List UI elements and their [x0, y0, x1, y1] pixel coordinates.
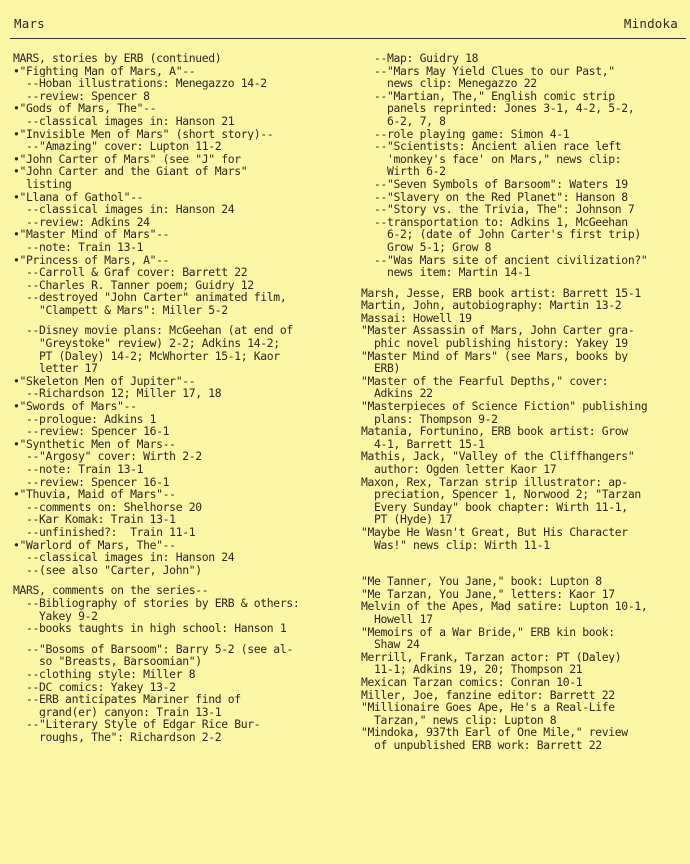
index-line: --"Scientists: Ancient alien race left — [361, 140, 622, 153]
index-line: news item: Martin 14-1 — [361, 266, 531, 279]
index-line: preciation, Spencer 1, Norwood 2; "Tarzan — [361, 488, 641, 501]
blank-line — [13, 635, 343, 643]
index-line: "Millionaire Goes Ape, He's a Real-Life — [361, 701, 615, 714]
index-line: --transportation to: Adkins 1, McGeehan — [361, 215, 628, 229]
index-line: Howell 17 — [361, 612, 433, 626]
index-line: --(see also "Carter, John") — [13, 563, 202, 577]
index-line: •"John Carter of Mars" (see "J" for — [13, 152, 241, 166]
index-line: PT (Hyde) 17 — [361, 513, 453, 526]
index-line: so "Breasts, Barsoomian") — [13, 655, 202, 668]
index-line: Shaw 24 — [361, 638, 420, 651]
index-line: --note: Train 13-1 — [13, 463, 144, 476]
index-line: 'monkey's face' on Mars," news clip: — [361, 152, 622, 166]
index-line: --"Argosy" cover: Wirth 2-2 — [13, 450, 202, 463]
index-line: --Richardson 12; Miller 17, 18 — [13, 387, 222, 401]
index-line: 6-2, 7, 8 — [361, 114, 446, 128]
index-line: --books taughts in high school: Hanson 1 — [13, 622, 287, 635]
index-line: --review: Spencer 16-1 — [13, 475, 170, 489]
index-line: Yakey 9-2 — [13, 609, 98, 623]
index-line: --Bibliography of stories by ERB & others: — [13, 596, 300, 610]
index-line: --comments on: Shelhorse 20 — [13, 500, 202, 514]
index-line: --DC comics: Yakey 13-2 — [13, 680, 176, 694]
blank-line — [361, 567, 686, 575]
page-header-guide-word: Mindoka — [623, 16, 678, 31]
index-line: Massai: Howell 19 — [361, 311, 472, 325]
index-line: "Greystoke" review) 2-2; Adkins 14-2; — [13, 337, 280, 350]
index-line: •"Invisible Men of Mars" (short story)-- — [13, 127, 274, 141]
index-line: 4-1, Barrett 15-1 — [361, 437, 485, 451]
index-line: "Me Tarzan, You Jane," letters: Kaor 17 — [361, 587, 615, 601]
index-line: panels reprinted: Jones 3-1, 4-2, 5-2, — [361, 102, 635, 115]
blank-line — [361, 559, 686, 567]
index-line: --note: Train 13-1 — [13, 240, 144, 254]
index-line: of unpublished ERB work: Barrett 22 — [361, 738, 602, 752]
index-line: --classical images in: Hanson 21 — [13, 114, 235, 128]
index-line: --"Literary Style of Edgar Rice Bur- — [13, 718, 261, 731]
index-line: "Clampett & Mars": Miller 5-2 — [13, 303, 228, 317]
index-line: •"Thuvia, Maid of Mars"-- — [13, 488, 176, 501]
index-line: --prologue: Adkins 1 — [13, 412, 157, 426]
index-line: letter 17 — [13, 362, 98, 375]
index-line: listing — [13, 177, 72, 191]
blank-line — [361, 551, 686, 559]
index-line: "Memoirs of a War Bride," ERB kin book: — [361, 625, 615, 639]
index-line: •"Synthetic Men of Mars-- — [13, 437, 176, 451]
index-line: --Kar Komak: Train 13-1 — [13, 513, 176, 526]
index-line: --"Slavery on the Red Planet": Hanson 8 — [361, 190, 628, 204]
index-line: --ERB anticipates Mariner find of — [13, 693, 241, 706]
index-line: •"Master Mind of Mars"-- — [13, 228, 170, 241]
index-line: roughs, The": Richardson 2-2 — [13, 730, 222, 744]
index-line: --Carroll & Graf cover: Barrett 22 — [13, 266, 248, 279]
index-line: •"Skeleton Men of Jupiter"-- — [13, 374, 196, 388]
index-line: --Charles R. Tanner poem; Guidry 12 — [13, 278, 254, 292]
index-line: --role playing game: Simon 4-1 — [361, 127, 570, 141]
index-line: Every Sunday" book chapter: Wirth 11-1, — [361, 500, 628, 514]
index-line: --"Seven Symbols of Barsoom": Waters 19 — [361, 177, 628, 191]
index-line: --Hoban illustrations: Menegazzo 14-2 — [13, 77, 267, 90]
index-line: •"Gods of Mars, The"-- — [13, 102, 157, 115]
page-header-topic: Mars — [14, 16, 45, 31]
blank-line — [13, 316, 343, 324]
index-line: 11-1; Adkins 19, 20; Thompson 21 — [361, 663, 583, 676]
index-line: news clip: Menegazzo 22 — [361, 77, 537, 90]
index-line: Miller, Joe, fanzine editor: Barrett 22 — [361, 688, 615, 702]
index-line: phic novel publishing history: Yakey 19 — [361, 337, 628, 350]
index-line: "Mindoka, 937th Earl of One Mile," review — [361, 726, 628, 739]
index-line: Martin, John, autobiography: Martin 13-2 — [361, 299, 622, 312]
index-line: •"John Carter and the Giant of Mars" — [13, 165, 248, 178]
index-line: Wirth 6-2 — [361, 165, 446, 178]
index-line: Maxon, Rex, Tarzan strip illustrator: ap- — [361, 475, 628, 489]
index-line: Mexican Tarzan comics: Conran 10-1 — [361, 675, 583, 689]
blank-line — [13, 576, 343, 584]
index-line: Marsh, Jesse, ERB book artist: Barrett 15-1 — [361, 286, 641, 300]
index-line: --destroyed "John Carter" animated film, — [13, 291, 287, 304]
index-line: MARS, stories by ERB (continued) — [13, 52, 222, 65]
index-line: "Masterpieces of Science Fiction" publishing — [361, 400, 648, 413]
index-line: Adkins 22 — [361, 387, 433, 401]
index-line: Was!" news clip: Wirth 11-1 — [361, 538, 550, 552]
index-line: Matania, Fortunino, ERB book artist: Grow — [361, 425, 628, 438]
index-line: --review: Spencer 16-1 — [13, 425, 170, 438]
index-line: --classical images in: Hanson 24 — [13, 203, 235, 216]
index-line: "Maybe He Wasn't Great, But His Character — [361, 525, 628, 539]
index-line: --review: Adkins 24 — [13, 215, 150, 229]
index-line: --clothing style: Miller 8 — [13, 667, 196, 681]
index-line: •"Warlord of Mars, The"-- — [13, 538, 176, 552]
index-line: author: Ogden letter Kaor 17 — [361, 463, 557, 476]
index-line: "Me Tanner, You Jane," book: Lupton 8 — [361, 575, 602, 588]
right-column — [361, 52, 686, 751]
index-line: "Master of the Fearful Depths," cover: — [361, 374, 609, 388]
index-line: plans: Thompson 9-2 — [361, 412, 498, 426]
index-line: •"Swords of Mars"-- — [13, 400, 137, 413]
index-line: Tarzan," news clip: Lupton 8 — [361, 713, 557, 727]
index-line: "Master Mind of Mars" (see Mars, books by — [361, 349, 628, 363]
blank-line — [361, 279, 686, 287]
index-line: "Master Assassin of Mars, John Carter gra- — [361, 324, 635, 338]
index-line: Mathis, Jack, "Valley of the Cliffhangers" — [361, 450, 635, 463]
index-line: grand(er) canyon: Train 13-1 — [13, 705, 222, 719]
index-line: Grow 5-1; Grow 8 — [361, 240, 492, 254]
index-line: --"Amazing" cover: Lupton 11-2 — [13, 140, 222, 153]
index-line: ERB) — [361, 362, 401, 375]
index-line: --"Story vs. the Trivia, The": Johnson 7 — [361, 203, 635, 216]
index-line: --"Martian, The," English comic strip — [361, 89, 615, 103]
left-column — [13, 52, 343, 743]
index-line: --"Bosoms of Barsoom": Barry 5-2 (see al- — [13, 642, 293, 656]
index-line: --Disney movie plans: McGeehan (at end of — [13, 324, 293, 338]
index-line: •"Fighting Man of Mars, A"-- — [13, 64, 196, 78]
index-line: PT (Daley) 14-2; McWhorter 15-1; Kaor — [13, 349, 280, 363]
index-line: 6-2; (date of John Carter's first trip) — [361, 228, 641, 241]
index-line: •"Llana of Gathol"-- — [13, 190, 144, 204]
index-line: --unfinished?: Train 11-1 — [13, 525, 196, 539]
index-line: Melvin of the Apes, Mad satire: Lupton 10-1, — [361, 600, 648, 613]
index-line: --"Mars May Yield Clues to our Past," — [361, 64, 615, 78]
index-line: •"Princess of Mars, A"-- — [13, 253, 170, 267]
index-line: --Map: Guidry 18 — [361, 52, 479, 65]
index-line: --classical images in: Hanson 24 — [13, 551, 235, 564]
index-line: MARS, comments on the series-- — [13, 584, 209, 597]
header-divider — [10, 38, 686, 39]
index-line: --"Was Mars site of ancient civilization?" — [361, 253, 648, 267]
index-line: --review: Spencer 8 — [13, 89, 150, 103]
index-line: Merrill, Frank, Tarzan actor: PT (Daley) — [361, 650, 622, 664]
